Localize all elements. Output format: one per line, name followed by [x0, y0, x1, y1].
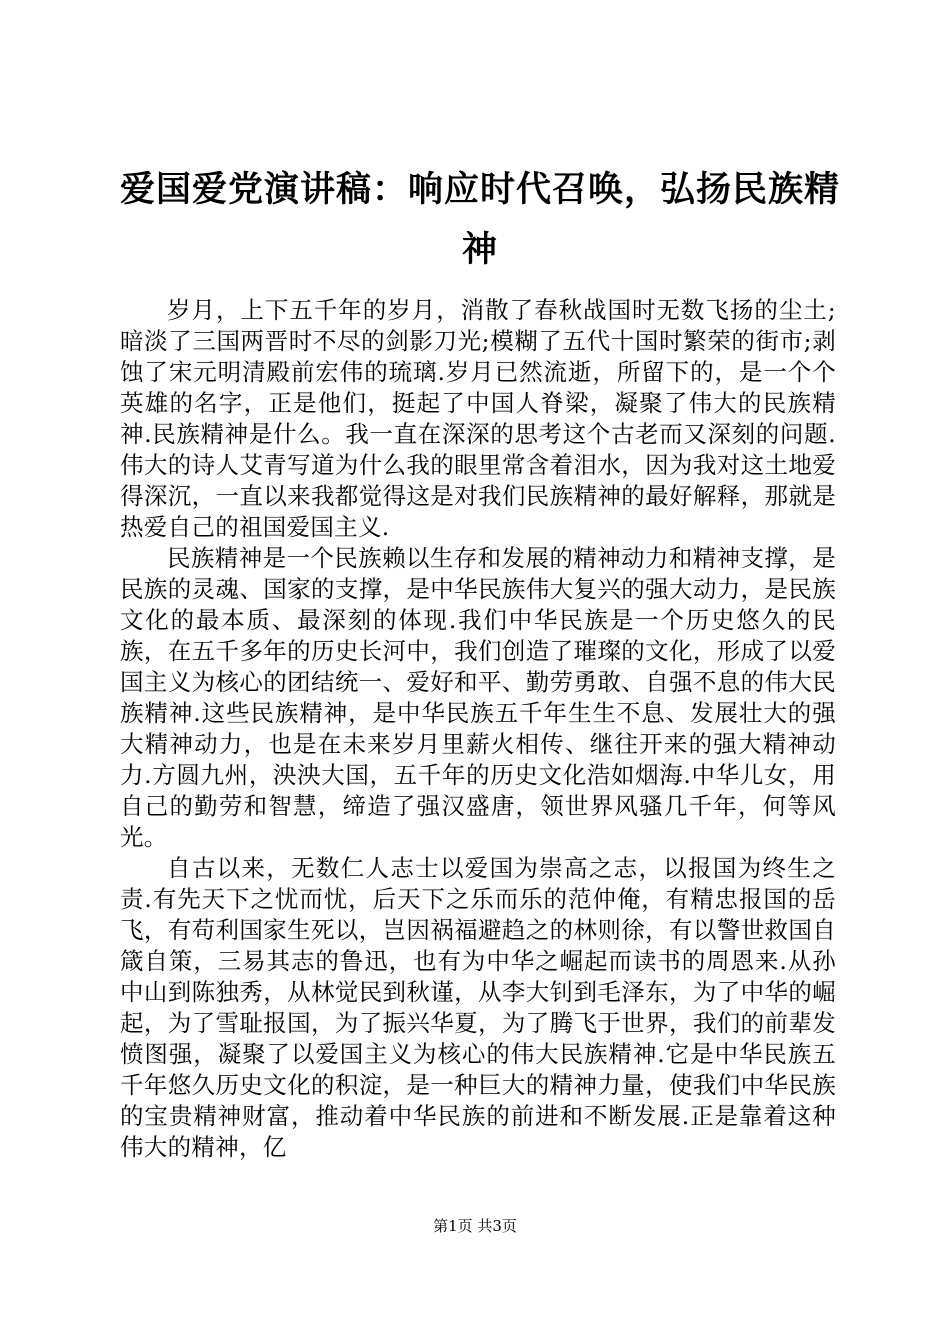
document-body [120, 295, 836, 1163]
document-title: 爱国爱党演讲稿：响应时代召唤，弘扬民族精神 [120, 170, 841, 270]
paragraph-1: 岁月，上下五千年的岁月，消散了春秋战国时无数飞扬的尘土;暗淡了三国两晋时不尽的剑影刀光;模糊了五代十国时繁荣的街市;剥蚀了宋元明清殿前宏伟的琉璃.岁月已然流逝，所留下的，是一个个英雄的名字，正是他们，挺起了中国人脊梁，凝聚了伟大的民族精神.民族精神是什么。我一直在深深的思考这个古老而又深刻的问题.伟大的诗人艾青写道为什么我的眼里常含着泪水，因为我对这土地爱得深沉，一直以来我都觉得这是对我们民族精神的最好解释，那就是热爱自己的祖国爱国主义. [120, 296, 836, 541]
page-footer: 第1页 共3页 [433, 1217, 517, 1235]
paragraph-3: 自古以来，无数仁人志士以爱国为崇高之志，以报国为终生之责.有先天下之忧而忧，后天下之乐而乐的范仲俺，有精忠报国的岳飞，有苟利国家生死以，岂因祸福避趋之的林则徐，有以警世救国自箴自策，三易其志的鲁迅，也有为中华之崛起而读书的周恩来.从孙中山到陈独秀，从林觉民到秋谨，从李大钊到毛泽东，为了中华的崛起，为了雪耻报国，为了振兴华夏，为了腾飞于世界，我们的前辈发愤图强，凝聚了以爱国主义为核心的伟大民族精神.它是中华民族五千年悠久历史文化的积淀，是一种巨大的精神力量，使我们中华民族的宝贵精神财富，推动着中华民族的前进和不断发展.正是靠着这种伟大的精神，亿 [120, 854, 836, 1161]
paragraph-2: 民族精神是一个民族赖以生存和发展的精神动力和精神支撑，是民族的灵魂、国家的支撑，是中华民族伟大复兴的强大动力，是民族文化的最本质、最深刻的体现.我们中华民族是一个历史悠久的民族，在五千多年的历史长河中，我们创造了璀璨的文化，形成了以爱国主义为核心的团结统一、爱好和平、勤劳勇敢、自强不息的伟大民族精神.这些民族精神，是中华民族五千年生生不息、发展壮大的强大精神动力，也是在未来岁月里薪火相传、继往开来的强大精神动力.方圆九州，泱泱大国，五千年的历史文化浩如烟海.中华儿女，用自己的勤劳和智慧，缔造了强汉盛唐，领世界风骚几千年，何等风光。 [120, 544, 836, 851]
